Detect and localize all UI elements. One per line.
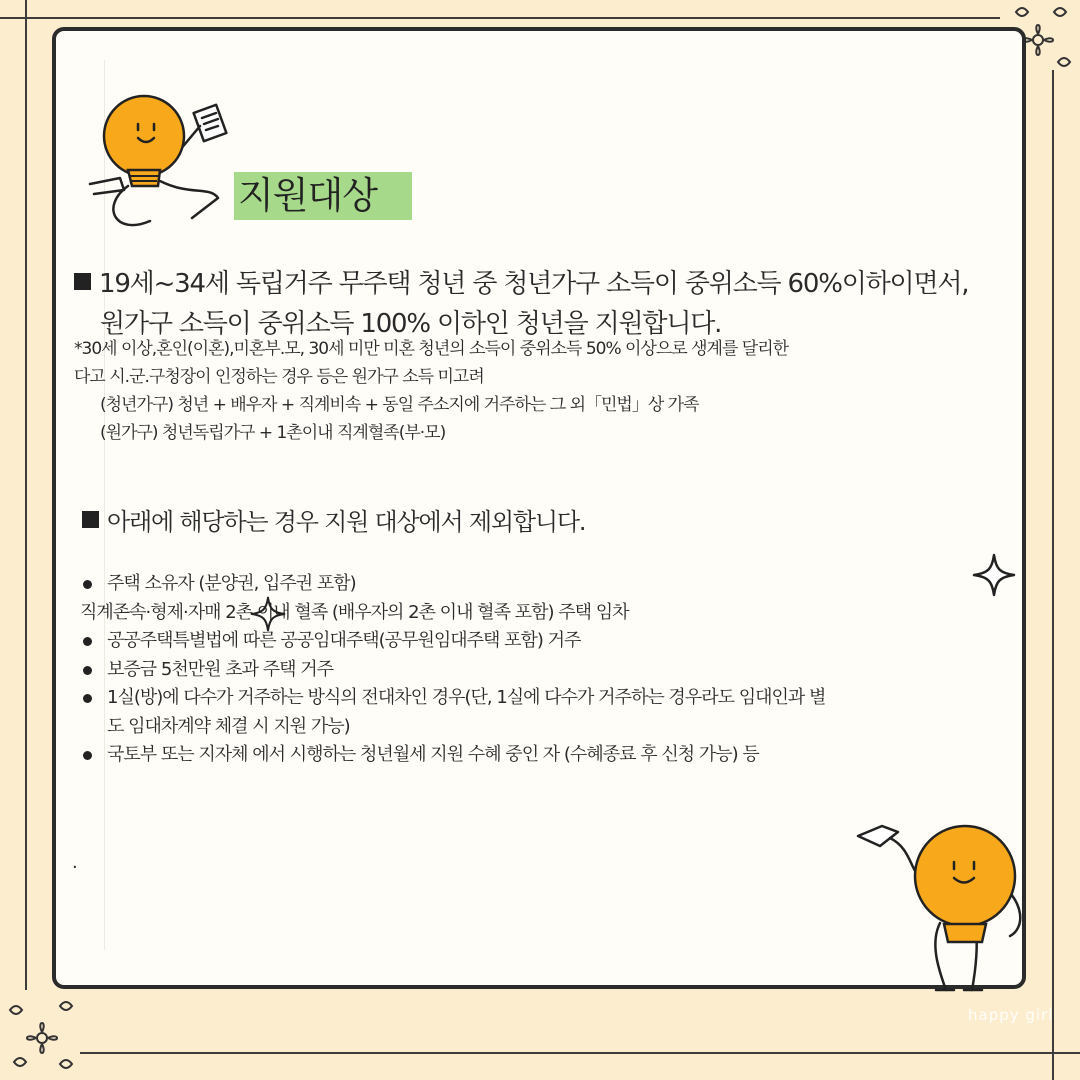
lightbulb-mascot-icon: [850, 818, 1040, 998]
note-line-1: *30세 이상,혼인(이혼),미혼부.모, 30세 미만 미혼 청년의 소득이 중위소득 50% 이상으로 생계를 달리한: [74, 339, 789, 359]
square-bullet-icon: [82, 511, 99, 528]
list-item-continuation: 도 임대차계약 체결 시 지원 가능): [107, 715, 350, 737]
frame-line-right: [1052, 70, 1054, 1080]
exclusion-heading-text: 아래에 해당하는 경우 지원 대상에서 제외합니다.: [107, 508, 586, 536]
exclusion-heading: [82, 502, 585, 542]
list-item: 보증금 5천만원 초과 주택 거주: [80, 656, 825, 685]
eligibility-line-1: [74, 264, 968, 304]
exclusion-list: [80, 570, 825, 770]
list-item: 공공주택특별법에 따른 공공임대주택(공무원임대주택 포함) 거주: [80, 627, 825, 656]
list-item-sub: 직계존속·형제·자매 2촌 이내 혈족 (배우자의 2촌 이내 혈족 포함) 주택 임차: [80, 601, 629, 623]
sparkle-icon: [972, 553, 1016, 597]
eligibility-note: [74, 335, 788, 447]
running-lightbulb-mascot-icon: [80, 86, 240, 236]
list-item: 1실(방)에 다수가 거주하는 방식의 전대차인 경우(단, 1실에 다수가 거주하는 경우라도 임대인과 별: [80, 684, 825, 713]
watermark: happy girl: [968, 1006, 1054, 1024]
stray-dot: .: [72, 852, 78, 873]
flower-ornament-icon: [0, 996, 84, 1080]
note-line-4: (원가구) 청년독립가구 + 1촌이내 직계혈족(부·모): [100, 423, 446, 443]
frame-line-top: [0, 17, 1000, 19]
list-item: 주택 소유자 (분양권, 입주권 포함): [80, 570, 825, 599]
eligibility-section: [74, 264, 968, 344]
eligibility-text-2: 원가구 소득이 중위소득 100% 이하인 청년을 지원합니다.: [100, 309, 722, 339]
list-item: 국토부 또는 지자체 에서 시행하는 청년월세 지원 수혜 중인 자 (수혜종료 후 신청 가능) 등: [80, 741, 825, 770]
page-title: 지원대상: [234, 172, 412, 220]
frame-line-bottom: [80, 1052, 1080, 1054]
sparkle-icon: [250, 596, 286, 632]
eligibility-text-1: 19세~34세 독립거주 무주택 청년 중 청년가구 소득이 중위소득 60%이하이면서,: [99, 269, 969, 299]
note-line-2: 다고 시.군.구청장이 인정하는 경우 등은 원가구 소득 미고려: [74, 367, 484, 387]
frame-line-left: [25, 0, 27, 990]
note-line-3: (청년가구) 청년 + 배우자 + 직계비속 + 동일 주소지에 거주하는 그 외「민법」상 가족: [100, 395, 699, 415]
square-bullet-icon: [74, 273, 91, 290]
